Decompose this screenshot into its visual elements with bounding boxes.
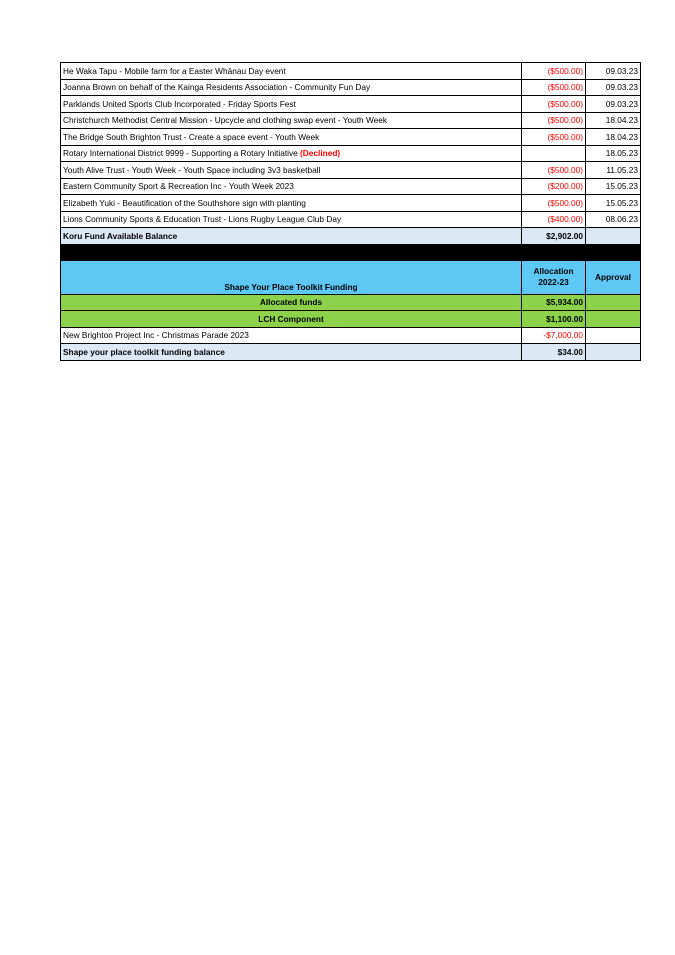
- separator-cell: [61, 244, 641, 260]
- date-cell: 15.05.23: [586, 178, 641, 195]
- description-cell: Youth Alive Trust - Youth Week - Youth Space including 3v3 basketball: [61, 162, 522, 179]
- amount-cell: ($500.00): [522, 96, 586, 113]
- table-row: [61, 145, 641, 162]
- amount-cell: [522, 145, 586, 162]
- table-row: [61, 211, 641, 228]
- table-row: [61, 178, 641, 195]
- description-cell: Lions Community Sports & Education Trust - Lions Rugby League Club Day: [61, 211, 522, 228]
- date-cell: 08.06.23: [586, 211, 641, 228]
- amount-cell: ($200.00): [522, 178, 586, 195]
- table-row: [61, 129, 641, 146]
- description-cell: The Bridge South Brighton Trust - Create a space event - Youth Week: [61, 129, 522, 146]
- allocation-header-line2: 2022-23: [538, 277, 569, 287]
- description-cell: [61, 145, 522, 162]
- empty-cell: [586, 228, 641, 245]
- date-cell: 18.04.23: [586, 129, 641, 146]
- table-row: [61, 327, 641, 344]
- lch-component-label: LCH Component: [61, 311, 522, 328]
- allocated-funds-row: [61, 294, 641, 311]
- shape-balance-label: Shape your place toolkit funding balance: [61, 344, 522, 361]
- date-cell: 15.05.23: [586, 195, 641, 212]
- table-row: [61, 63, 641, 80]
- amount-cell: ($500.00): [522, 63, 586, 80]
- table-row: [61, 112, 641, 129]
- description-cell: Parklands United Sports Club Incorporated - Friday Sports Fest: [61, 96, 522, 113]
- allocation-header: [522, 260, 586, 294]
- empty-cell: [586, 344, 641, 361]
- amount-cell: ($500.00): [522, 79, 586, 96]
- allocated-funds-label: Allocated funds: [61, 294, 522, 311]
- empty-cell: [586, 311, 641, 328]
- date-cell: 18.05.23: [586, 145, 641, 162]
- funding-table: [60, 62, 641, 361]
- amount-cell: ($500.00): [522, 129, 586, 146]
- description-cell: Joanna Brown on behalf of the Kainga Residents Association - Community Fun Day: [61, 79, 522, 96]
- date-cell: 09.03.23: [586, 79, 641, 96]
- lch-component-row: [61, 311, 641, 328]
- shape-header-title: Shape Your Place Toolkit Funding: [61, 260, 522, 294]
- koru-balance-label: Koru Fund Available Balance: [61, 228, 522, 245]
- koru-balance-row: [61, 228, 641, 245]
- amount-cell: ($500.00): [522, 195, 586, 212]
- table-row: [61, 162, 641, 179]
- description-cell: Christchurch Methodist Central Mission - Upcycle and clothing swap event - Youth Week: [61, 112, 522, 129]
- koru-balance-amount: $2,902.00: [522, 228, 586, 245]
- description-cell: Elizabeth Yuki - Beautification of the Southshore sign with planting: [61, 195, 522, 212]
- table-row: [61, 195, 641, 212]
- amount-cell: ($500.00): [522, 112, 586, 129]
- shape-balance-row: [61, 344, 641, 361]
- declined-status: (Declined): [300, 148, 341, 159]
- allocation-header-line1: Allocation: [533, 266, 574, 276]
- allocated-funds-amount: $5,934.00: [522, 294, 586, 311]
- description-text: Rotary International District 9999 - Supporting a Rotary Initiative: [63, 148, 298, 159]
- empty-cell: [586, 327, 641, 344]
- date-cell: 11.05.23: [586, 162, 641, 179]
- shape-balance-amount: $34.00: [522, 344, 586, 361]
- date-cell: 09.03.23: [586, 96, 641, 113]
- amount-cell: ($500.00): [522, 162, 586, 179]
- parade-description: New Brighton Project Inc - Christmas Parade 2023: [61, 327, 522, 344]
- lch-component-amount: $1,100.00: [522, 311, 586, 328]
- table-row: [61, 96, 641, 113]
- table-row: [61, 79, 641, 96]
- amount-cell: ($400.00): [522, 211, 586, 228]
- description-cell: He Waka Tapu - Mobile farm for a Easter Whānau Day event: [61, 63, 522, 80]
- date-cell: 18.04.23: [586, 112, 641, 129]
- parade-amount: -$7,000.00: [522, 327, 586, 344]
- approval-header: Approval: [586, 260, 641, 294]
- separator-bar: [61, 244, 641, 260]
- description-cell: Eastern Community Sport & Recreation Inc - Youth Week 2023: [61, 178, 522, 195]
- date-cell: 09.03.23: [586, 63, 641, 80]
- shape-header-row: [61, 260, 641, 294]
- empty-cell: [586, 294, 641, 311]
